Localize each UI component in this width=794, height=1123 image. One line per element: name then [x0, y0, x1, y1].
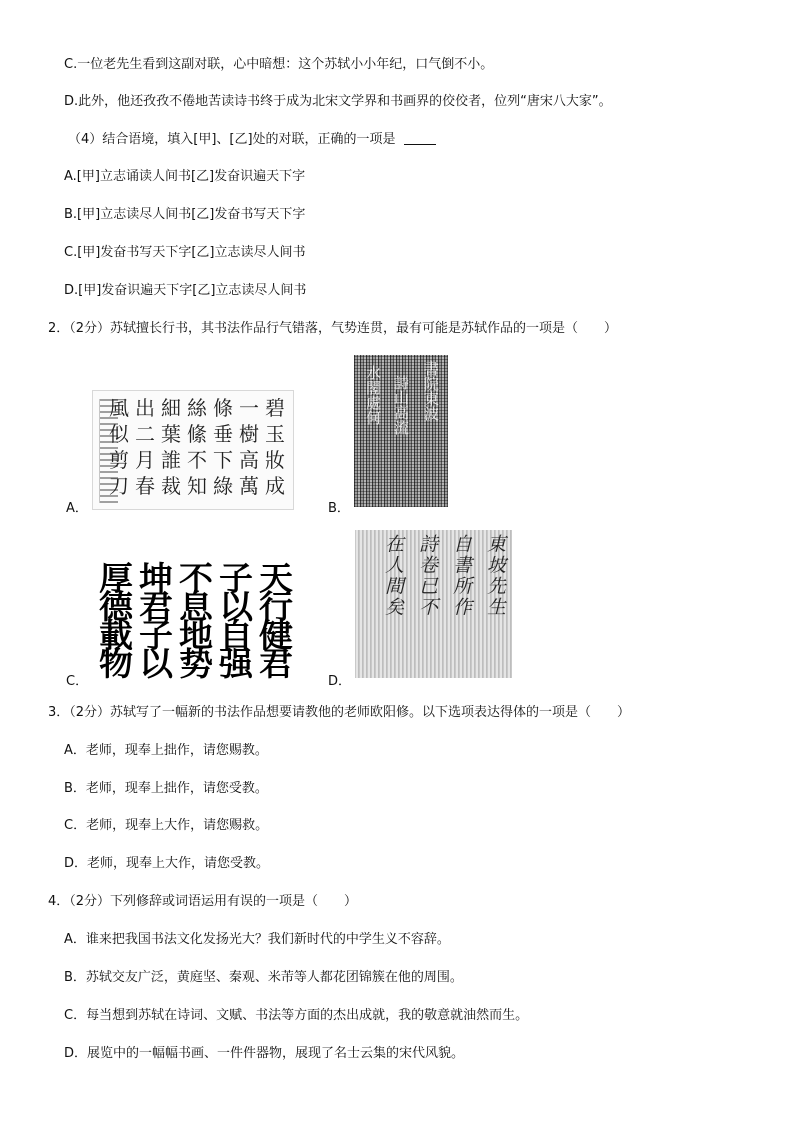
image-c-col-4: 坤君子以	[139, 560, 173, 682]
calligraphy-image-a[interactable]	[92, 390, 294, 510]
image-a-col-6: 出二月春	[135, 396, 155, 498]
question-4-option-d[interactable]: D．展览中的一幅幅书画、一件件器物，展现了名士云集的宋代风貌。	[64, 1046, 465, 1061]
image-c-col-3: 不息地势	[179, 560, 213, 682]
calligraphy-image-c[interactable]	[92, 560, 298, 682]
image-a-col-5: 細葉誰裁	[161, 396, 181, 498]
image-a-col-2: 一樹高萬	[239, 396, 259, 498]
calligraphy-image-b[interactable]	[354, 355, 448, 507]
question-2-stem: 2．（2分）苏轼擅长行书，其书法作品行气错落，气势连贯，最有可能是苏轼作品的一项是（ ）	[48, 321, 618, 336]
image-d-col-4: 在人間矣	[382, 534, 404, 618]
option-d-label: D．	[328, 674, 352, 689]
subquestion-4-stem	[68, 131, 436, 149]
question-4-stem: 4．（2分）下列修辞或词语运用有误的一项是（ ）	[48, 894, 358, 909]
image-a-col-7: 風似剪刀	[109, 396, 129, 498]
question-3-option-a[interactable]: A．老师，现奉上拙作，请您赐教。	[64, 743, 268, 758]
subquestion-4-option-b[interactable]: B.[甲]立志读尽人间书[乙]发奋书写天下字	[64, 207, 306, 222]
subquestion-4-text: （4）结合语境，填入[甲]、[乙]处的对联，正确的一项是	[68, 132, 396, 147]
image-d-col-1: 東坡先生	[484, 534, 506, 618]
image-c-col-1: 天行健君	[259, 560, 293, 682]
question-4-option-b[interactable]: B．苏轼交友广泛，黄庭坚、秦观、米芾等人都花团锦簇在他的周围。	[64, 970, 463, 985]
question-3-option-d[interactable]: D．老师，现奉上大作，请您受教。	[64, 856, 270, 871]
answer-blank[interactable]	[404, 132, 436, 145]
option-d-prev: D.此外，他还孜孜不倦地苦读诗书终于成为北宋文学界和书画界的佼佼者，位列“唐宋八大家”。	[64, 94, 612, 109]
image-b-col-2: 詩山高流	[392, 375, 410, 435]
image-c-col-5: 厚德載物	[99, 560, 133, 682]
image-c-col-2: 子以自强	[219, 560, 253, 682]
option-b-label: B．	[328, 501, 350, 516]
image-b-col-3: 水閣處何	[364, 365, 382, 425]
question-3-option-b[interactable]: B．老师，现奉上拙作，请您受教。	[64, 781, 268, 796]
calligraphy-image-d[interactable]	[355, 530, 512, 678]
question-3-option-c[interactable]: C．老师，现奉上大作，请您赐救。	[64, 818, 269, 833]
subquestion-4-option-d[interactable]: D.[甲]发奋识遍天下字[乙]立志读尽人间书	[64, 283, 307, 298]
question-4-option-c[interactable]: C．每当想到苏轼在诗词、文赋、书法等方面的杰出成就，我的敬意就油然而生。	[64, 1008, 529, 1023]
option-c-label: C．	[66, 674, 89, 689]
image-b-col-1: 書院東波	[422, 361, 440, 421]
subquestion-4-option-c[interactable]: C.[甲]发奋书写天下字[乙]立志读尽人间书	[64, 245, 306, 260]
image-a-col-3: 條垂下綠	[213, 396, 233, 498]
image-a-col-4: 絲絛不知	[187, 396, 207, 498]
image-a-col-1: 碧玉妝成	[265, 396, 285, 498]
image-d-col-3: 詩卷已不	[416, 534, 438, 618]
image-d-col-2: 自書所作	[450, 534, 472, 618]
question-3-stem: 3．（2分）苏轼写了一幅新的书法作品想要请教他的老师欧阳修。以下选项表达得体的一项是（ ）	[48, 705, 631, 720]
subquestion-4-option-a[interactable]: A.[甲]立志诵读人间书[乙]发奋识遍天下字	[64, 169, 306, 184]
question-4-option-a[interactable]: A．谁来把我国书法文化发扬光大？我们新时代的中学生义不容辞。	[64, 932, 450, 947]
option-c-prev: C.一位老先生看到这副对联，心中暗想：这个苏轼小小年纪，口气倒不小。	[64, 57, 494, 72]
option-a-label: A．	[66, 501, 88, 516]
